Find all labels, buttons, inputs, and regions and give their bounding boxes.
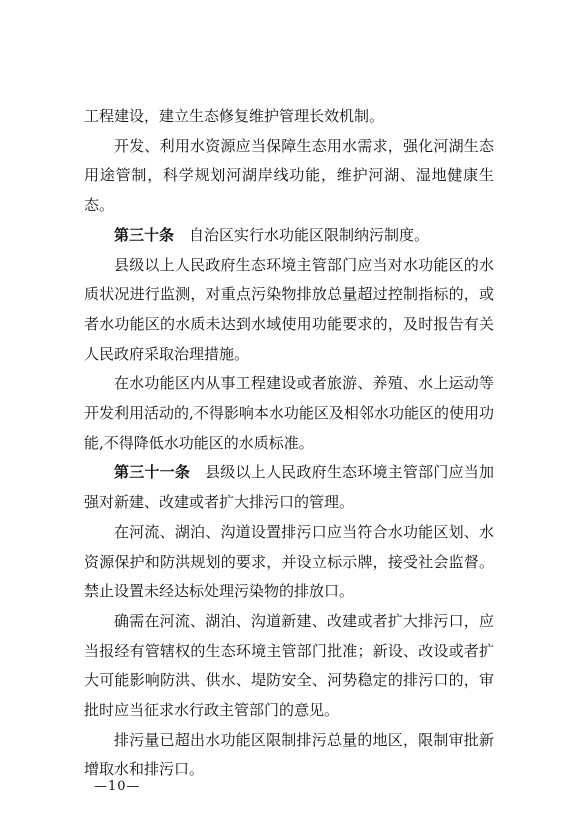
paragraph: 排污量已超出水功能区限制排污总量的地区，限制审批新增取水和排污口。 — [84, 730, 494, 779]
page-number: —10— — [94, 779, 141, 794]
paragraph: 开发、利用水资源应当保障生态用水需求，强化河湖生态用途管制，科学规划河湖岸线功能，维护河湖、湿地健康生态。 — [84, 136, 494, 215]
article-paragraph: 第三十条 自治区实行水功能区限制纳污制度。 — [114, 225, 430, 244]
document-body — [84, 102, 494, 785]
article-paragraph: 第三十一条 县级以上人民政府生态环境主管部门应当加强对新建、改建或者扩大排污口的管理。 — [84, 463, 494, 512]
paragraph: 在河流、湖泊、沟道设置排污口应当符合水功能区划、水资源保护和防洪规划的要求，并设立标示牌，接受社会监督。禁止设置未经达标处理污染物的排放口。 — [84, 522, 494, 601]
article-number: 第三十条 — [114, 225, 175, 244]
paragraph: 工程建设，建立生态修复维护管理长效机制。 — [84, 107, 385, 125]
article-number: 第三十一条 — [114, 463, 191, 482]
paragraph: 县级以上人民政府生态环境主管部门应当对水功能区的水质状况进行监测，对重点污染物排放总量超过控制指标的，或者水功能区的水质未达到水域使用功能要求的，及时报告有关人民政府采取治理措施。 — [84, 255, 494, 363]
paragraph: 在水功能区内从事工程建设或者旅游、养殖、水上运动等开发利用活动的,不得影响本水功能区及相邻水功能区的使用功能,不得降低水功能区的水质标准。 — [84, 374, 494, 452]
paragraph: 确需在河流、湖泊、沟道新建、改建或者扩大排污口，应当报经有管辖权的生态环境主管部门批准；新设、改设或者扩大可能影响防洪、供水、堤防安全、河势稳定的排污口的，审批时应当征求水行政主管部门的意见。 — [84, 611, 494, 720]
